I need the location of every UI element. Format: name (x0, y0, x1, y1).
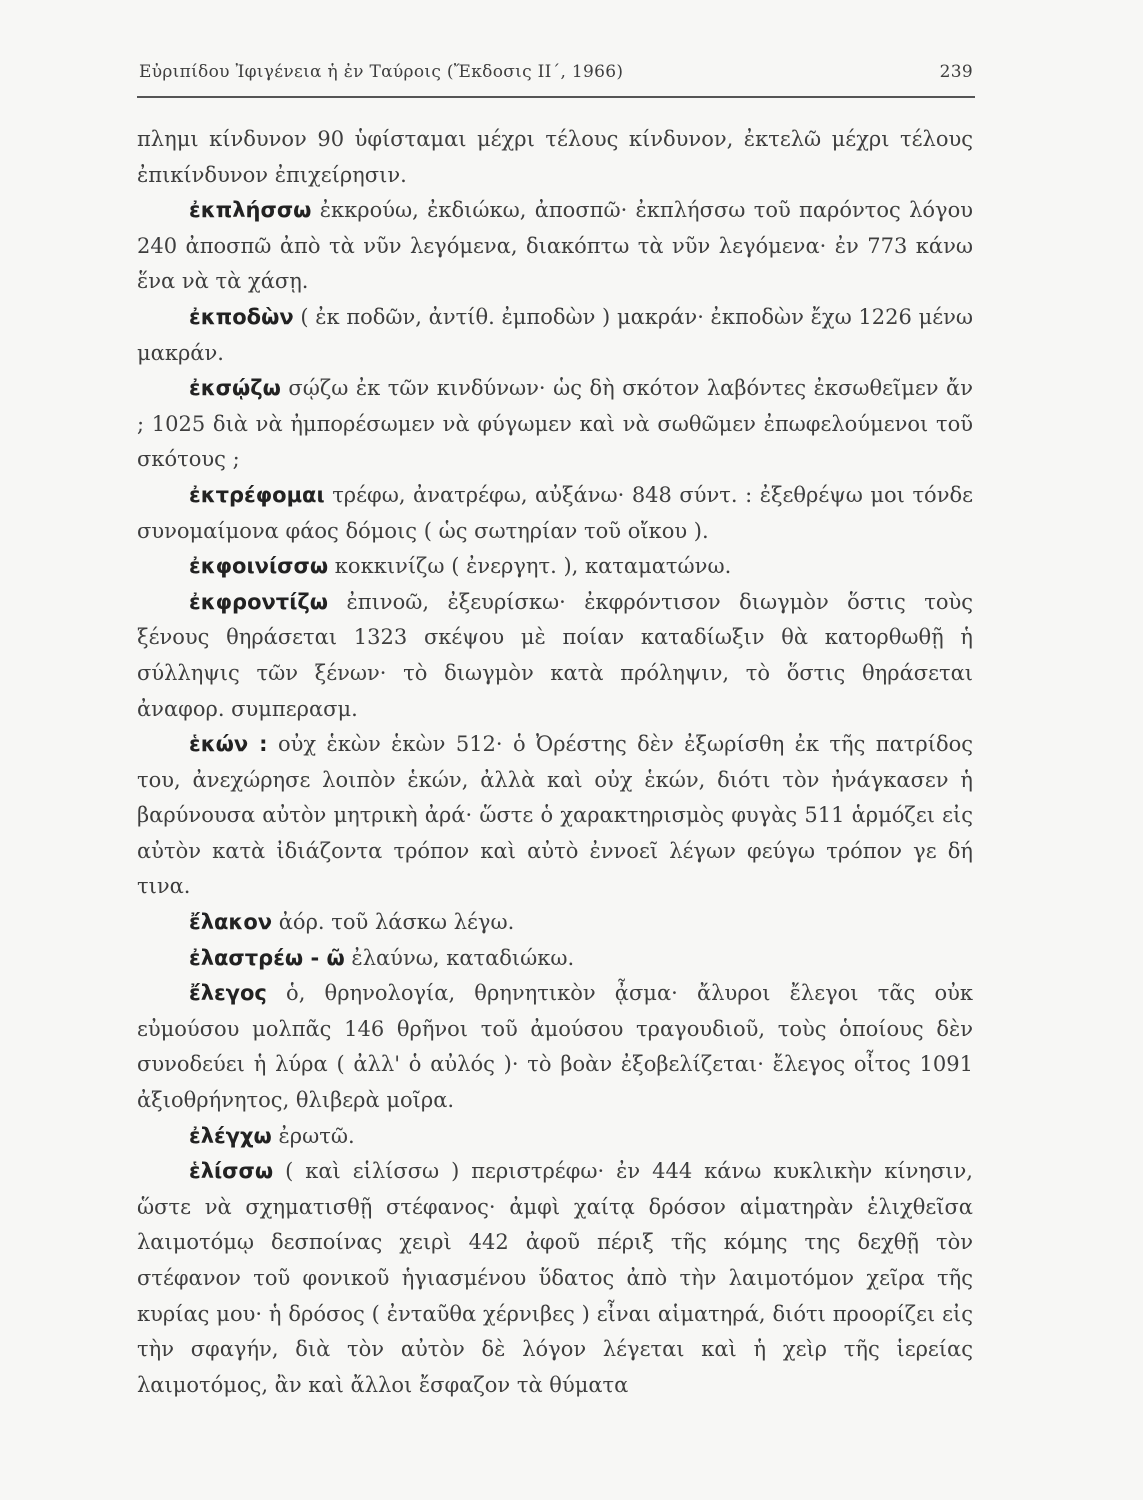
glossary-entry (137, 478, 973, 549)
page-number: 239 (939, 62, 973, 82)
entry-headword: ἑκών : (189, 732, 268, 757)
entry-headword: ἐκτρέφομαι (189, 482, 325, 507)
glossary-entry (137, 905, 973, 941)
glossary-entry (137, 300, 973, 371)
entry-headword: ἔλεγος (189, 981, 267, 1006)
entry-headword: ἐκφοινίσσω (189, 554, 329, 579)
entry-text: τρέφω, ἀνατρέφω, αὐξάνω· 848 σύντ. : ἐξεθρέψω μοι τόνδε συνομαίμονα φάος δόμοις ( ὡς σωτηρίαν τοῦ οἴκου ). (137, 482, 973, 543)
running-title: Εὐριπίδου Ἰφιγένεια ἡ ἐν Ταύροις (Ἔκδοσις ΙΙ΄, 1966) (139, 62, 624, 82)
glossary-entry (137, 371, 973, 478)
entry-headword: ἐλαστρέω - ῶ (189, 945, 345, 970)
entry-text: ὁ, θρηνολογία, θρηνητικὸν ᾆσμα· ἄλυροι ἔλεγοι τᾶς οὐκ εὐμούσου μολπᾶς 146 θρῆνοι τοῦ ἀμούσου τραγουδιοῦ, τοὺς ὁποίους δὲν συνοδεύει ἡ λύρα ( ἀλλ' ὁ αὐλός )· τὸ βοὰν ἐξοβελίζεται· ἔλεγος οἶτος 1091 ἀξιοθρήνητος, θλιβερὰ μοῖρα. (137, 981, 973, 1113)
entry-headword: ἔλακον (189, 910, 273, 935)
entry-text: σῴζω ἐκ τῶν κινδύνων· ὡς δὴ σκότον λαβόντες ἐκσωθεῖμεν ἄν ; 1025 διὰ νὰ ἠμπορέσωμεν νὰ φύγωμεν καὶ νὰ σωθῶμεν ἐπωφελούμενοι τοῦ σκότους ; (137, 376, 973, 472)
running-header (137, 62, 975, 98)
glossary-entry (137, 1119, 973, 1155)
entry-headword: ἐκποδὼν (189, 304, 294, 329)
entry-text: ( καὶ εἱλίσσω ) περιστρέφω· ἐν 444 κάνω κυκλικὴν κίνησιν, ὥστε νὰ σχηματισθῇ στέφανος· ἀμφὶ χαίτᾳ δρόσον αἱματηρὰν ἑλιχθεῖσα λαιμοτόμῳ δεσποίνας χειρὶ 442 ἀφοῦ πέριξ τῆς κόμης της δεχθῇ τὸν στέφανον τοῦ φονικοῦ ἡγιασμένου ὕδατος ἀπὸ τὴν λαιμοτόμον χεῖρα τῆς κυρίας μου· ἡ δρόσος ( ἐνταῦθα χέρνιβες ) εἶναι αἱματηρά, διότι προορίζει εἰς τὴν σφαγήν, διὰ τὸν αὐτὸν δὲ λόγον λέγεται καὶ ἡ χεὶρ τῆς ἱερείας λαιμοτόμος, ἂν καὶ ἄλλοι ἔσφαζον τὰ θύματα (137, 1159, 973, 1397)
glossary-entry-continued (137, 122, 973, 193)
glossary-entry (137, 976, 973, 1118)
entry-text: οὐχ ἑκὼν ἑκὼν 512· ὁ Ὀρέστης δὲν ἐξωρίσθη ἐκ τῆς πατρίδος του, ἀνεχώρησε λοιπὸν ἑκών, ἀλλὰ καὶ οὐχ ἑκών, διότι τὸν ἠνάγκασεν ἡ βαρύνουσα αὐτὸν μητρικὴ ἀρά· ὥστε ὁ χαρακτηρισμὸς φυγὰς 511 ἁρμόζει εἰς αὐτὸν κατὰ ἰδιάζοντα τρόπον καὶ αὐτὸ ἐννοεῖ λέγων φεύγω τρόπον γε δή τινα. (137, 732, 974, 899)
glossary-entry (137, 727, 973, 905)
entry-headword: ἐλέγχω (189, 1123, 272, 1148)
glossary-body (137, 122, 973, 1403)
entry-headword: ἑλίσσω (189, 1159, 274, 1184)
entry-text: πλημι κίνδυνον 90 ὑφίσταμαι μέχρι τέλους κίνδυνον, ἐκτελῶ μέχρι τέλους ἐπικίνδυνον ἐπιχείρησιν. (137, 127, 973, 187)
entry-text: κοκκινίζω ( ἐνεργητ. ), καταματώνω. (334, 554, 732, 579)
glossary-entry (137, 941, 973, 977)
entry-text: ( ἐκ ποδῶν, ἀντίθ. ἐμποδὼν ) μακράν· ἐκποδὼν ἔχω 1226 μένω μακράν. (137, 304, 973, 365)
entry-headword: ἐκφροντίζω (189, 589, 329, 614)
entry-text: ἐκκρούω, ἐκδιώκω, ἀποσπῶ· ἐκπλήσσω τοῦ παρόντος λόγου 240 ἀποσπῶ ἀπὸ τὰ νῦν λεγόμενα, διακόπτω τὰ νῦν λεγόμενα· ἐν 773 κάνω ἕνα νὰ τὰ χάσῃ. (137, 198, 973, 294)
entry-headword: ἐκσῴζω (189, 376, 281, 401)
entry-text: ἐπινοῶ, ἐξευρίσκω· ἐκφρόντισον διωγμὸν ὅστις τοὺς ξένους θηράσεται 1323 σκέψου μὲ ποίαν καταδίωξιν θὰ κατορθωθῇ ἡ σύλληψις τῶν ξένων· τὸ διωγμὸν κατὰ πρόληψιν, τὸ ὅστις θηράσεται ἀναφορ. συμπερασμ. (137, 589, 973, 721)
entry-headword: ἐκπλήσσω (189, 198, 312, 223)
entry-text: ἀόρ. τοῦ λάσκω λέγω. (278, 910, 515, 935)
glossary-entry (137, 193, 973, 300)
entry-text: ἐλαύνω, καταδιώκω. (351, 945, 575, 970)
glossary-entry (137, 585, 973, 727)
entry-text: ἐρωτῶ. (278, 1123, 355, 1148)
glossary-entry (137, 549, 973, 585)
glossary-entry (137, 1154, 973, 1403)
